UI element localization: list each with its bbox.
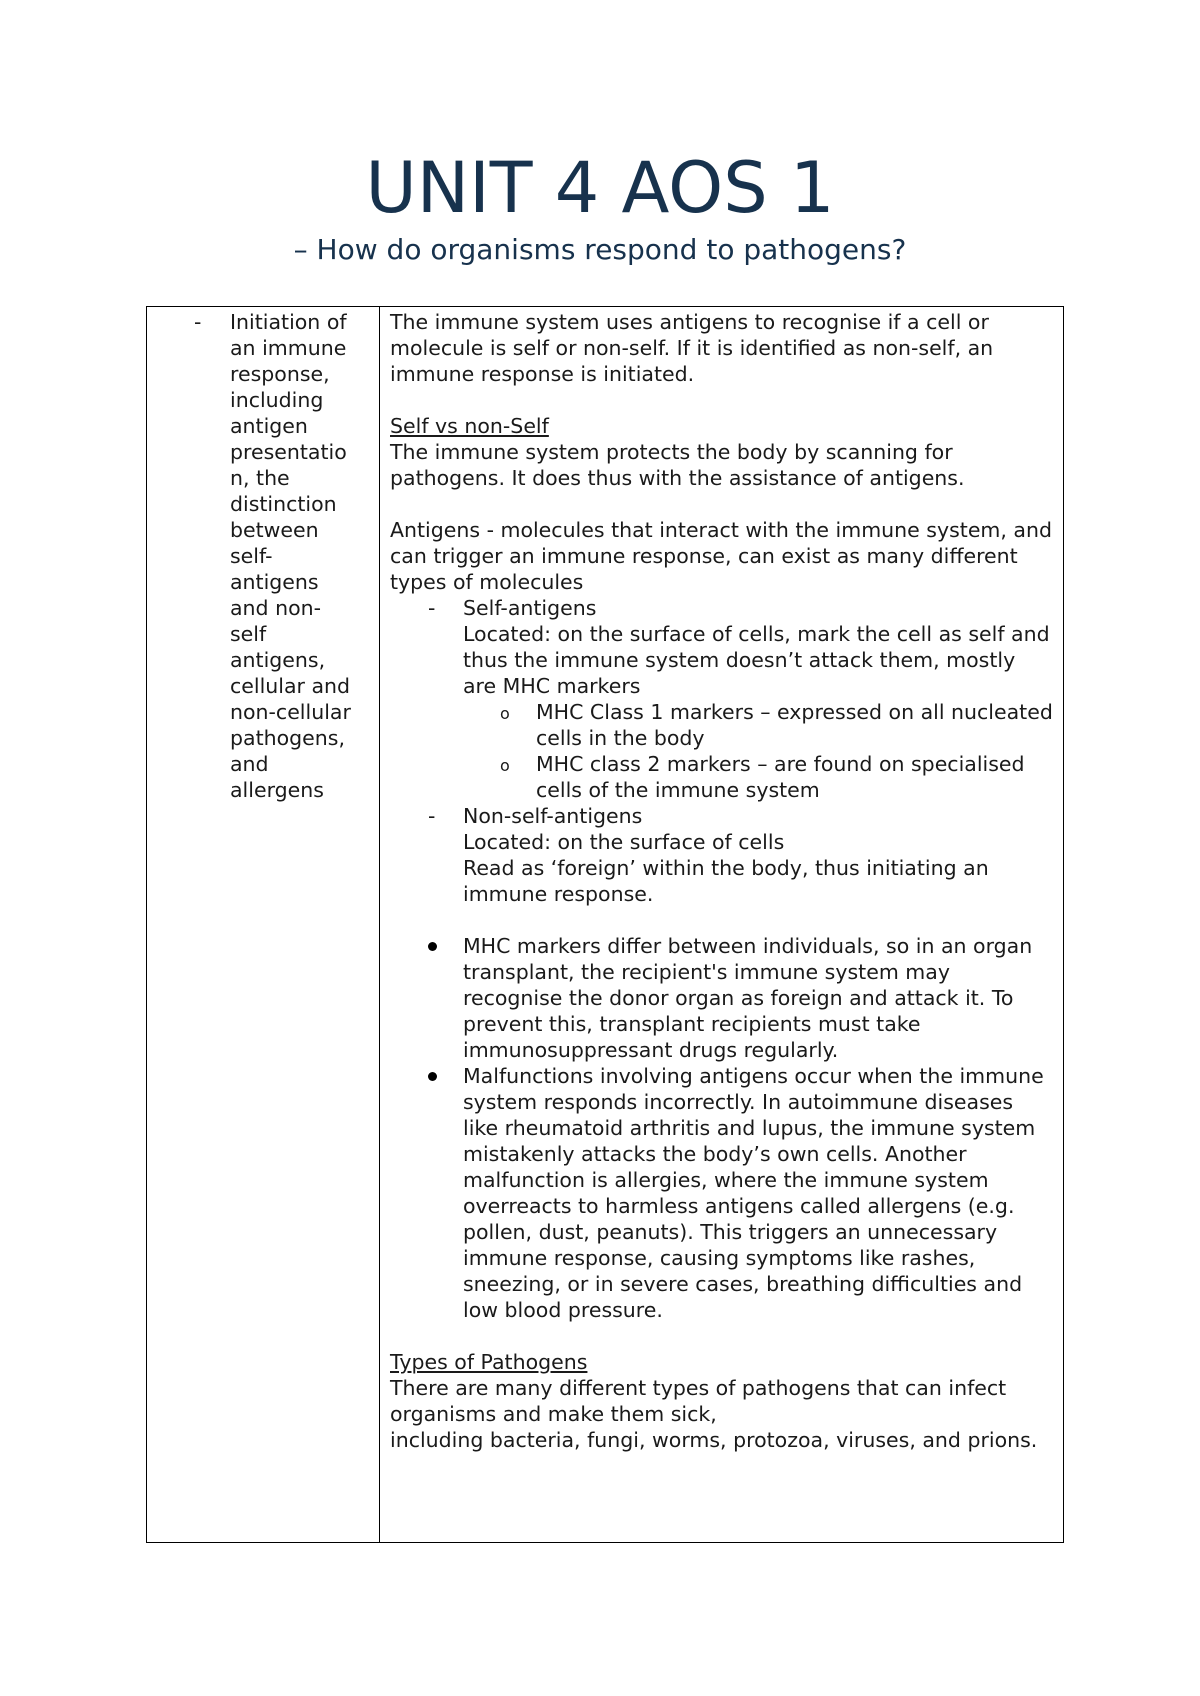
list-item (390, 595, 1053, 699)
types-of-pathogens-heading: Types of Pathogens (390, 1350, 588, 1374)
non-self-antigens-label: Non-self-antigens (463, 804, 643, 828)
notes-table (146, 306, 1064, 1543)
bullet-icon (428, 942, 437, 951)
antigens-definition: Antigens - molecules that interact with the immune system, and can trigger an immune response, can exist as many different types of molecules (390, 518, 1052, 594)
mhc-class-1-text: MHC Class 1 markers – expressed on all nucleated cells in the body (536, 700, 1053, 750)
circle-marker: o (500, 704, 510, 723)
content-cell (380, 307, 1064, 1543)
self-antigens-location: Located: on the surface of cells, mark the cell as self and thus the immune system doesn’t attack them, mostly are MHC markers (463, 622, 1050, 698)
pathogens-text-2: including bacteria, fungi, worms, protozoa, viruses, and prions. (390, 1428, 1038, 1452)
dash-marker: - (194, 310, 202, 334)
topic-cell (147, 307, 380, 1543)
non-self-antigens-description: Read as ‘foreign’ within the body, thus initiating an immune response. (463, 856, 989, 906)
malfunctions-text: Malfunctions involving antigens occur when the immune system responds incorrectly. In autoimmune diseases like rheumatoid arthritis and lupus, the immune system mistakenly attacks the body’s own cells. Another malfunction is allergies, where the immune system overreacts to harmless antigens called allergens (e.g. pollen, dust, peanuts). This triggers an unnecessary immune response, causing symptoms like rashes, sneezing, or in severe cases, breathing difficulties and low blood pressure. (463, 1064, 1044, 1322)
mhc-class-2-text: MHC class 2 markers – are found on specialised cells of the immune system (536, 752, 1025, 802)
topic-text: Initiation of an immune response, including antigen presentatio n, the distinction between self- antigens and non- self antigens, cellular and non-cellular pathogens, and allergens (230, 310, 351, 802)
non-self-antigens-location: Located: on the surface of cells (463, 830, 785, 854)
bullet-icon (428, 1072, 437, 1081)
list-item (390, 803, 1053, 907)
self-antigens-label: Self-antigens (463, 596, 597, 620)
dash-marker: - (428, 596, 436, 620)
dash-marker: - (428, 804, 436, 828)
page-title: UNIT 4 AOS 1 (365, 147, 835, 229)
pathogens-text-1: There are many different types of pathogens that can infect organisms and make them sick, (390, 1376, 1007, 1426)
list-item (390, 933, 1053, 1063)
table-row (147, 307, 1064, 1543)
self-vs-nonself-text: The immune system protects the body by scanning for pathogens. It does thus with the assistance of antigens. (390, 440, 965, 490)
mhc-transplant-text: MHC markers differ between individuals, so in an organ transplant, the recipient's immune system may recognise the donor organ as foreign and attack it. To prevent this, transplant recipients must take immunosuppressant drugs regularly. (463, 934, 1033, 1062)
intro-paragraph: The immune system uses antigens to recognise if a cell or molecule is self or non-self. If it is identified as non-self, an immune response is initiated. (390, 310, 994, 386)
circle-marker: o (500, 756, 510, 775)
list-item (390, 699, 1053, 751)
list-item (390, 1063, 1053, 1323)
list-item (390, 751, 1053, 803)
self-vs-nonself-heading: Self vs non-Self (390, 414, 549, 438)
page-subtitle: – How do organisms respond to pathogens? (293, 233, 907, 266)
